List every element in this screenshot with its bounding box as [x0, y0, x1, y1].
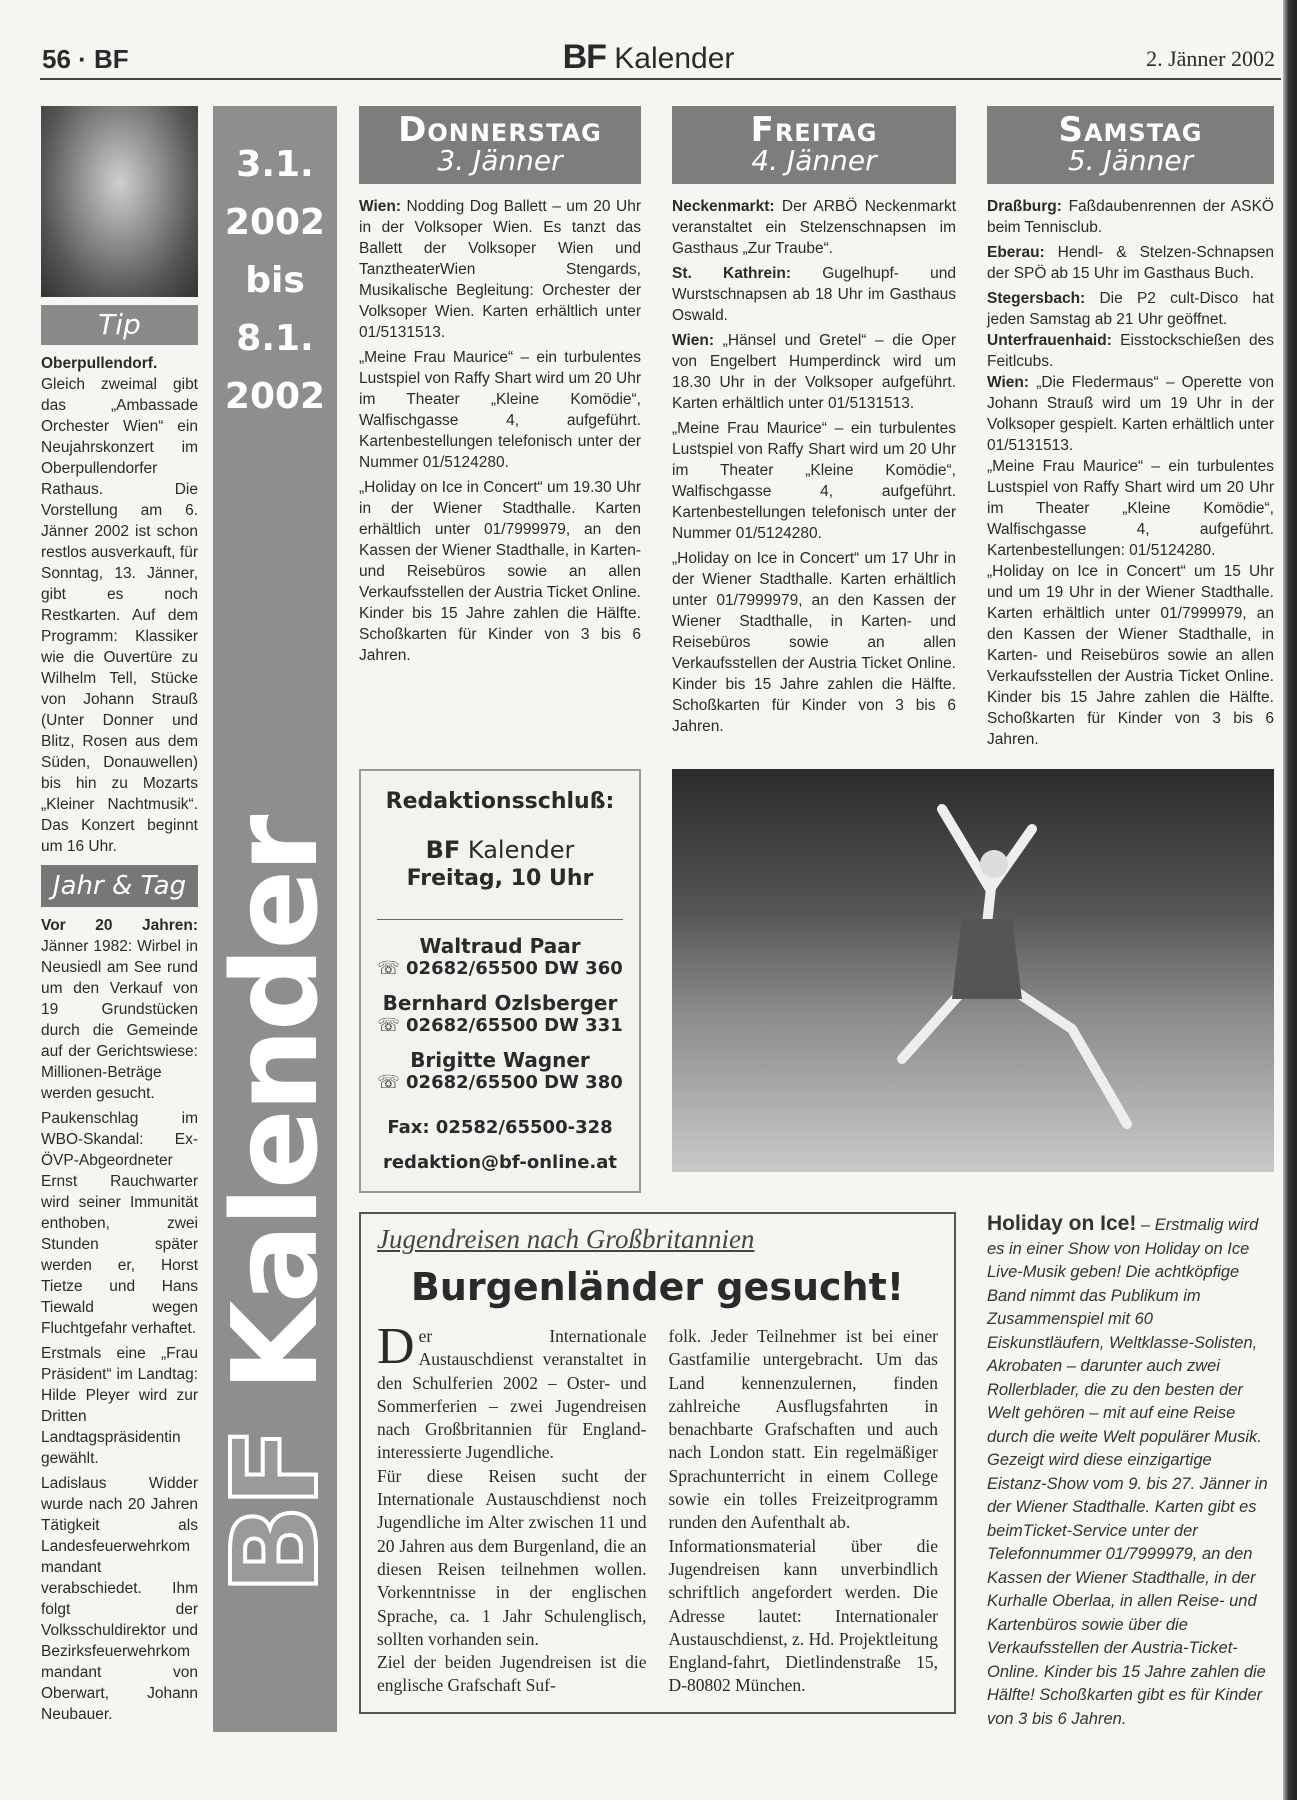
day-header	[672, 106, 956, 184]
entry-text: „Die Fledermaus“ – Operette von Johann Strauß wird um 19 Uhr in der Volksoper gespielt. Karten erhältlich unter 01/5131513.	[987, 374, 1274, 454]
tip-place: Oberpullendorf.	[41, 355, 158, 372]
entry-text: „Holiday on Ice in Concert“ um 19.30 Uhr in der Wiener Stadthalle. Karten erhältlich unter 01/7999979, an den Kassen der Wiener Stadthalle, in Karten- und Reisebüros sowie an allen Verkaufsstellen der Austria Ticket Online. Kinder bis 15 Jahre zahlen die Hälfte. Schoßkarten für Kinder von 3 bis 6 Jahren.	[359, 479, 641, 664]
vertical-kalender-logo	[206, 818, 344, 1595]
entry-text: „Holiday on Ice in Concert“ um 15 Uhr und um 19 Uhr in der Wiener Stadthalle. Karten erhältlich unter 01/7999979, an den Kassen der Wiener Stadthalle, in Karten- und Reisebüros sowie an allen Verkaufsstellen der Austria Ticket Online. Kinder bis 15 Jahre zahlen die Hälfte. Schoßkarten für Kinder von 3 bis 6 Jahren.	[987, 563, 1274, 748]
deadline-title: Redaktionsschluß:	[385, 789, 615, 814]
day-date: 4. Jänner	[751, 144, 877, 177]
article-para: Informationsmaterial über die Jugendreisen kann unverbindlich schriftlich angefordert werden. Die Adresse lautet: Internationaler Austauschdienst, z. Hd. Projektleitung England-fahrt, Dietlindenstraße 15, D-80802 München.	[668, 1535, 938, 1696]
contact-name: Waltraud Paar	[419, 934, 581, 958]
orchestra-photo	[41, 106, 198, 297]
contact	[361, 1048, 639, 1093]
left-column	[41, 106, 198, 1732]
jahr-tag-article	[41, 915, 198, 1729]
entry-place: Wien:	[359, 198, 402, 215]
holiday-on-ice-blurb	[987, 1212, 1274, 1731]
blurb-text: – Erstmalig wird es in einer Show von Holiday on Ice Live-Musik geben! Die achtköpfige Band nimmt das Publikum im Zusammenspiel mit 60 Eiskunstläufern, Weltklasse-Solisten, Akrobaten – darunter auch zwei Rollerblader, die zu den besten der Welt gehören – mit auf eine Reise durch die weite Welt populärer Musik. Gezeigt wird diese einzigartige Eistanz-Show vom 9. bis 27. Jänner in der Wiener Stadthalle. Karten gibt es beimTicket-Service unter der Telefonnummer 01/7999979, an den Kassen der Wiener Stadthalle, in der Kurhalle Oberlaa, in allen Reise- und Kartenbüros sowie über die Verkaufsstellen der Austria-Ticket-Online. Kinder bis 15 Jahre zahlen die Hälfte! Schoßkarten gibt es für Kinder von 3 bis 6 Jahren.	[987, 1216, 1268, 1728]
day-column-freitag	[672, 106, 956, 741]
jahr-para: Jänner 1982: Wirbel in Neusiedl am See rund um den Verkauf von 19 Grundstücken durch die Gemeinde auf der Gerichtswiese: Millionen-Beträge werden gesucht.	[41, 938, 198, 1102]
date-range-line: 3.1.	[236, 144, 314, 185]
day-entries	[359, 196, 641, 666]
jahr-tag-banner: Jahr & Tag	[41, 865, 198, 907]
right-area	[359, 106, 1274, 1732]
entry-text: Nodding Dog Ballett – um 20 Uhr in der Volksoper Wien. Es tanzt das Ballett der Volksoper Wien und TanztheaterWien Stengards, Musikalische Begleitung: Orchester der Volksoper Wien. Karten erhältlich unter 01/5131513.	[359, 198, 641, 341]
article-para: folk. Jeder Teilnehmer ist bei einer Gastfamilie untergebracht. Um das Land kennenzulernen, finden zahlreiche Ausflugsfahrten in benachbarte Grafschaften und auch nach London statt. Ein regelmäßiger Sprachunterricht in einem College sowie ein tolles Freizeitprogramm runden den Aufenthalt ab.	[668, 1326, 938, 1533]
youth-travel-article	[359, 1212, 956, 1714]
contact	[361, 991, 639, 1036]
entry-place: Wien:	[672, 332, 715, 349]
day-name: Samstag	[1058, 110, 1203, 150]
fax-number: Fax: 02582/65500-328	[387, 1117, 613, 1138]
date-range-line: 8.1.	[236, 318, 314, 359]
vertical-date-banner	[206, 106, 344, 1732]
deadline-time: Freitag, 10 Uhr	[406, 866, 594, 891]
entry-text: Hendl- & Stelzen-Schnapsen der SPÖ ab 15 Uhr im Gasthaus Buch.	[987, 244, 1274, 282]
article-headline: Burgenländer gesucht!	[410, 1265, 905, 1309]
entry-place: Eberau:	[987, 244, 1045, 261]
article-column	[669, 1325, 939, 1698]
entry-text: „Hänsel und Gretel“ – die Oper von Engelbert Humperdinck wird um 18.30 Uhr in der Volksoper aufgeführt. Karten erhältlich unter 01/5131513.	[672, 332, 956, 412]
day-header	[359, 106, 641, 184]
email-address[interactable]: redaktion@bf-online.at	[382, 1152, 618, 1173]
issue-date: 2. Jänner 2002	[1146, 46, 1275, 71]
blurb-title: Holiday on Ice!	[987, 1212, 1137, 1235]
section-title-text: Kalender	[614, 42, 735, 75]
tip-text: Gleich zweimal gibt das „Ambassade Orchester Wien“ ein Neujahrskonzert im Oberpullendorfer Rathaus. Die Vorstellung am 6. Jänner 2002 ist schon restlos ausverkauft, für Sonntag, 13. Jänner, gibt es noch Restkarten. Auf dem Programm: Klassiker wie die Ouvertüre zu Wilhelm Tell, Stücke von Johann Strauß (Unter Donner und Blitz, Rosen aus dem Süden, Donauwellen) bis hin zu Mozarts „Kleiner Nachtmusik“. Das Konzert beginnt um 16 Uhr.	[41, 376, 198, 855]
skater-figure-icon	[672, 769, 1274, 1172]
date-range-line: 2002	[224, 202, 326, 243]
day-entries	[987, 196, 1274, 750]
entry-text: „Meine Frau Maurice“ – ein turbulentes Lustspiel von Raffy Shart wird um 20 Uhr im Theater „Kleine Komödie“, Walfischgasse 4, aufgeführt. Kartenbestellungen telefonisch unter der Nummer 01/5124280.	[359, 349, 641, 471]
entry-text: Gugelhupf- und Wurstschnapsen ab 18 Uhr im Gasthaus Oswald.	[672, 265, 956, 324]
jahr-para: Paukenschlag im WBO-Skandal: Ex-ÖVP-Abgeordneter Ernst Rauchwarter wird seiner Immunität enthoben, zwei Stunden später werden er, Horst Tietze und Hans Tiewald wegen Fluchtgefahr verhaftet.	[41, 1110, 198, 1337]
brand-word: Kalender	[467, 836, 575, 864]
jahr-para: Ladislaus Widder wurde nach 20 Jahren Tätigkeit als Landesfeuerwehrkommandant verabschiedet. Ihm folgt der Volksschuldirektor und Bezirksfeuerwehrkommandant von Oberwart, Johann Neubauer.	[41, 1475, 198, 1723]
page-body	[41, 0, 1297, 1772]
entry-place: Neckenmarkt:	[672, 198, 775, 215]
day-name: Donnerstag	[398, 110, 602, 150]
deadline-calendar	[361, 836, 639, 864]
day-entries	[672, 196, 956, 737]
entry-text: Der ARBÖ Neckenmarkt veranstaltet ein Stelzenschnapsen im Gasthaus „Zur Traube“.	[672, 198, 956, 257]
vertical-brand: BF	[206, 1429, 344, 1595]
article-para: Ziel der beiden Jugendreisen ist die englische Grafschaft Suf-	[377, 1652, 647, 1696]
entry-text: Faßdaubenrennen der ASKÖ beim Tennisclub.	[987, 198, 1274, 236]
vertical-word: Kalender	[206, 817, 344, 1392]
editorial-deadline-box	[359, 769, 641, 1193]
article-para: Für diese Reisen sucht der Internationale Austauschdienst noch Jugendliche im Alter zwischen 11 und 20 Jahren aus dem Burgenland, die an diesen Reisen teilnehmen wollen. Vorkenntnisse in der englischen Sprache, ca. 1 Jahr Schulenglisch, sollten vorhanden sein.	[377, 1465, 647, 1649]
phone-icon: ☏	[377, 1072, 400, 1093]
entry-place: Stegersbach:	[987, 290, 1086, 307]
drop-cap: D	[377, 1318, 415, 1375]
phone-icon: ☏	[377, 958, 400, 979]
tip-banner: Tip	[41, 305, 198, 345]
entry-text: „Meine Frau Maurice“ – ein turbulentes Lustspiel von Raffy Shart wird um 20 Uhr im Theater „Kleine Komödie“, Walfischgasse 4, aufgeführt. Kartenbestellungen telefonisch unter der Nummer 01/5124280.	[672, 420, 956, 542]
brand-logo: BF	[425, 836, 461, 864]
day-date: 5. Jänner	[1067, 144, 1194, 177]
article-para: er Internationale Austauschdienst veranstaltet in den Schulferien 2002 – Oster- und Sommerferien – zwei Jugendreisen nach Großbritannien für England-interessierte Jugendliche.	[377, 1326, 647, 1463]
entry-text: „Holiday on Ice in Concert“ um 17 Uhr in der Wiener Stadthalle. Karten erhältlich unter 01/7999979, an den Kassen der Wiener Stadthalle, in Karten- und Reisebüros sowie an allen Verkaufsstellen der Austria Ticket Online. Kinder bis 15 Jahre zahlen die Hälfte. Schoßkarten für Kinder von 3 bis 6 Jahren.	[672, 550, 956, 735]
entry-text: Die P2 cult-Disco hat jeden Samstag ab 21 Uhr geöffnet.	[987, 290, 1274, 328]
date-range-line: bis	[245, 260, 305, 301]
entry-place: Wien:	[987, 374, 1030, 391]
day-date: 3. Jänner	[437, 144, 563, 177]
jahr-para: Erstmals eine „Frau Präsident“ im Landtag: Hilde Pleyer wird zur Dritten Landtagspräsidentin gewählt.	[41, 1345, 198, 1467]
tip-article	[41, 353, 198, 857]
entry-place: Draßburg:	[987, 198, 1062, 215]
divider	[377, 919, 623, 920]
contact-phone: 02682/65500 DW 360	[406, 958, 623, 979]
contact	[361, 934, 639, 979]
day-column-samstag	[987, 106, 1274, 750]
contact-name: Brigitte Wagner	[410, 1048, 590, 1072]
entry-text: Eisstockschießen des Feitlcubs.	[987, 332, 1274, 370]
entry-place: Unterfrauenhaid:	[987, 332, 1112, 349]
contact-name: Bernhard Ozlsberger	[382, 991, 618, 1015]
day-header	[987, 106, 1274, 184]
contact-phone: 02682/65500 DW 331	[406, 1015, 623, 1036]
ice-skater-photo	[672, 769, 1274, 1172]
day-column-donnerstag	[359, 106, 641, 670]
date-range-line: 2002	[224, 376, 326, 417]
contact-phone: 02682/65500 DW 380	[406, 1072, 623, 1093]
jahr-lead: Vor 20 Jahren:	[41, 917, 198, 934]
article-body	[377, 1318, 938, 1698]
phone-icon: ☏	[377, 1015, 400, 1036]
article-kicker: Jugendreisen nach Großbritannien	[377, 1224, 755, 1254]
entry-text: „Meine Frau Maurice“ – ein turbulentes Lustspiel von Raffy Shart wird um 20 Uhr im Theater „Kleine Komödie“, Walfischgasse 4, aufgeführt. Kartenbestellungen: 01/5124280.	[987, 458, 1274, 559]
page-number: 56 · BF	[42, 44, 129, 74]
brand-logo: BF	[562, 38, 606, 76]
article-column	[377, 1318, 647, 1698]
day-name: Freitag	[750, 110, 878, 150]
entry-place: St. Kathrein:	[672, 265, 792, 282]
